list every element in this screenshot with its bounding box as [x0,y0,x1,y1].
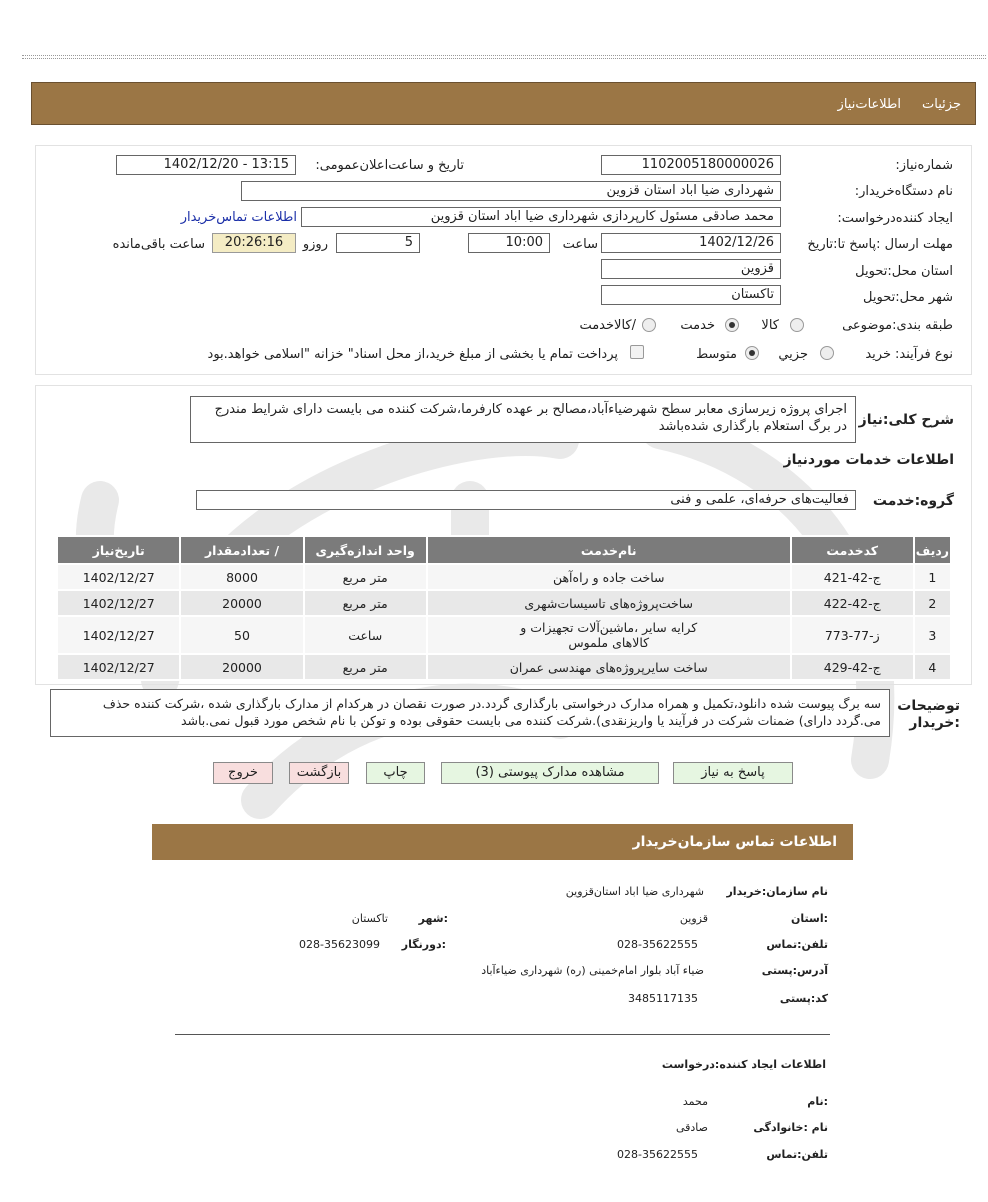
col-date: تاریخ‌نیاز [57,536,180,564]
service-name: ساخت‌پروژه‌های تاسیسات‌شهری [427,590,791,616]
creator-field: محمد صادقی مسئول کارپردازی شهرداری ضیا اباد استان قزوین [301,207,781,227]
contact-city-value: تاکستان [351,912,388,925]
col-row: ردیف [914,536,951,564]
services-table-header [57,536,951,564]
tab-details[interactable]: جزئیات [922,97,961,112]
back-button[interactable]: بازگشت [289,762,349,784]
need-number-label: شماره‌نیاز: [895,158,953,173]
contact-phone-value: 028-35622555 [617,938,698,951]
services-table [56,535,952,681]
service-qty: 8000 [180,564,303,590]
contact-divider [175,1034,830,1035]
print-button[interactable]: چاپ [366,762,425,784]
process-radio-medium[interactable] [745,346,759,360]
exit-button[interactable]: خروج [213,762,273,784]
row-index: 1 [914,564,951,590]
first-name-value: محمد [682,1095,708,1108]
view-attachments-button[interactable]: مشاهده مدارک پیوستی (3) [441,762,659,784]
fax-value: 028-35623099 [299,938,380,951]
buyer-notes-label: توضیحات :خریدار [897,698,960,731]
deadline-label: مهلت ارسال :پاسخ تا:تاریخ [807,237,953,252]
category-label: طبقه بندی:موضوعی [842,318,953,333]
page-header [31,82,976,125]
category-option-goods: کالا [761,318,779,333]
process-option-medium: متوسط [696,347,737,362]
contact-province-label: :استان [791,912,828,925]
service-qty: 50 [180,616,303,654]
announce-field: 1402/12/20 - 13:15 [116,155,296,175]
buyer-org-field: شهرداری ضیا اباد استان قزوین [241,181,781,201]
service-date: 1402/12/27 [57,616,180,654]
org-label: نام سازمان:خریدار [726,885,828,898]
col-qty: / تعدادمقدار [180,536,303,564]
creator-label: ایجاد کننده‌درخواست: [837,211,953,226]
service-unit: ساعت [304,616,427,654]
reply-button[interactable]: پاسخ به نیاز [673,762,793,784]
creator-phone-value: 028-35622555 [617,1148,698,1161]
service-unit: متر مربع [304,564,427,590]
table-row [57,654,951,680]
city-label: شهر محل:تحویل [863,290,953,305]
deadline-time-field: 10:00 [468,233,550,253]
creator-phone-label: تلفن:تماس [766,1148,828,1161]
need-number-field: 1102005180000026 [601,155,781,175]
service-date: 1402/12/27 [57,564,180,590]
service-code: ز-77-773 [791,616,914,654]
row-index: 4 [914,654,951,680]
org-value: شهرداری ضیا اباد استان‌قزوین [565,885,704,898]
service-name: کرایه سایر ،ماشین‌آلات تجهیزات و کالاهای ملموس [427,616,791,654]
table-row [57,564,951,590]
fax-label: :دورنگار [401,938,446,951]
announce-label: تاریخ و ساعت‌اعلان‌عمومی: [315,158,464,173]
province-field: قزوین [601,259,781,279]
service-group-label: گروه:خدمت [872,493,954,509]
first-name-label: :نام [807,1095,828,1108]
creator-section-title: اطلاعات ایجاد کننده:درخواست [661,1058,826,1071]
col-unit: واحد اندازه‌گیری [304,536,427,564]
category-radio-service[interactable] [725,318,739,332]
time-label: ساعت [562,237,598,252]
services-section-title: اطلاعات خدمات موردنیاز [783,452,954,468]
category-option-service: خدمت [680,318,715,333]
table-row [57,590,951,616]
buyer-org-label: نام دستگاه‌خریدار: [854,184,953,199]
service-code: ج-42-421 [791,564,914,590]
service-qty: 20000 [180,590,303,616]
buyer-contact-title: اطلاعات تماس سازمان‌خریدار [632,834,837,850]
treasury-payment-note: پرداخت تمام یا بخشی از مبلغ خرید،از محل اسناد" خزانه "اسلامی خواهد.بود [207,347,618,362]
contact-phone-label: تلفن:تماس [766,938,828,951]
process-option-minor: جزیي [778,347,808,362]
process-label: نوع فرآیند: [895,347,953,362]
row-index: 3 [914,616,951,654]
service-date: 1402/12/27 [57,590,180,616]
buyer-notes-box [50,689,890,737]
address-value: ضیاء آباد بلوار امام‌خمینی (ره) شهرداری ضیاءآباد [481,964,704,977]
service-group-field: فعالیت‌های حرفه‌ای، علمی و فنی [196,490,856,510]
description-box [190,396,856,443]
postal-value: 3485117135 [628,992,698,1005]
row-index: 2 [914,590,951,616]
tab-need-info[interactable]: اطلاعات‌نیاز [837,97,901,112]
contact-province-value: قزوین [679,912,708,925]
service-unit: متر مربع [304,654,427,680]
top-divider [22,55,986,59]
col-name: نام‌خدمت [427,536,791,564]
last-name-label: نام :خانوادگی [753,1121,828,1134]
description-text: اجرای پروژه زیرسازی معابر سطح شهرضیاءآباد،مصالح بر عهده کارفرما،شرکت کننده می بایست دارای شرایط مندرج در برگ استعلام بارگذاری شده‌باشد [214,402,847,434]
remaining-label: ساعت باقی‌مانده [112,237,205,252]
col-code: کدخدمت [791,536,914,564]
postal-label: کد:پستی [779,992,828,1005]
service-date: 1402/12/27 [57,654,180,680]
days-label: روزو [302,237,328,252]
process-radio-minor[interactable] [820,346,834,360]
description-label: شرح کلی:نیاز [858,412,954,428]
category-radio-goods-service[interactable] [642,318,656,332]
buyer-contact-link[interactable]: اطلاعات تماس‌خریدار [180,210,297,225]
service-qty: 20000 [180,654,303,680]
province-label: استان محل:تحویل [855,264,953,279]
city-field: تاکستان [601,285,781,305]
days-field: 5 [336,233,420,253]
deadline-date-field: 1402/12/26 [601,233,781,253]
table-row [57,616,951,654]
process-buy: خرید [865,347,891,362]
service-code: ج-42-429 [791,654,914,680]
remaining-timer: 20:26:16 [212,233,296,253]
service-unit: متر مربع [304,590,427,616]
last-name-value: صادقی [675,1121,708,1134]
category-option-goods-service: /کالاخدمت [579,318,636,333]
service-name: ساخت جاده و راه‌آهن [427,564,791,590]
service-code: ج-42-422 [791,590,914,616]
contact-city-label: :شهر [418,912,448,925]
buyer-notes-text: سه برگ پیوست شده دانلود،تکمیل و همراه مدارک درخواستی بارگذاری گردد.در صورت نقصان در هرکدام از مدارک بارگذاری شده ،شرکت کننده حذف می.گردد دارای) ضمنات شرکت در فرآیند یا واریزنقدی).شرکت کننده می بایست حقوقی بوده و توکن با نام شخص مورد قبول نمی.باشد [102,696,881,728]
buyer-contact-header [152,824,853,860]
service-name: ساخت سایرپروژه‌های مهندسی عمران [427,654,791,680]
category-radio-goods[interactable] [790,318,804,332]
need-info-panel [35,145,972,375]
address-label: آدرس:پستی [761,964,828,977]
treasury-payment-checkbox[interactable] [630,345,644,359]
